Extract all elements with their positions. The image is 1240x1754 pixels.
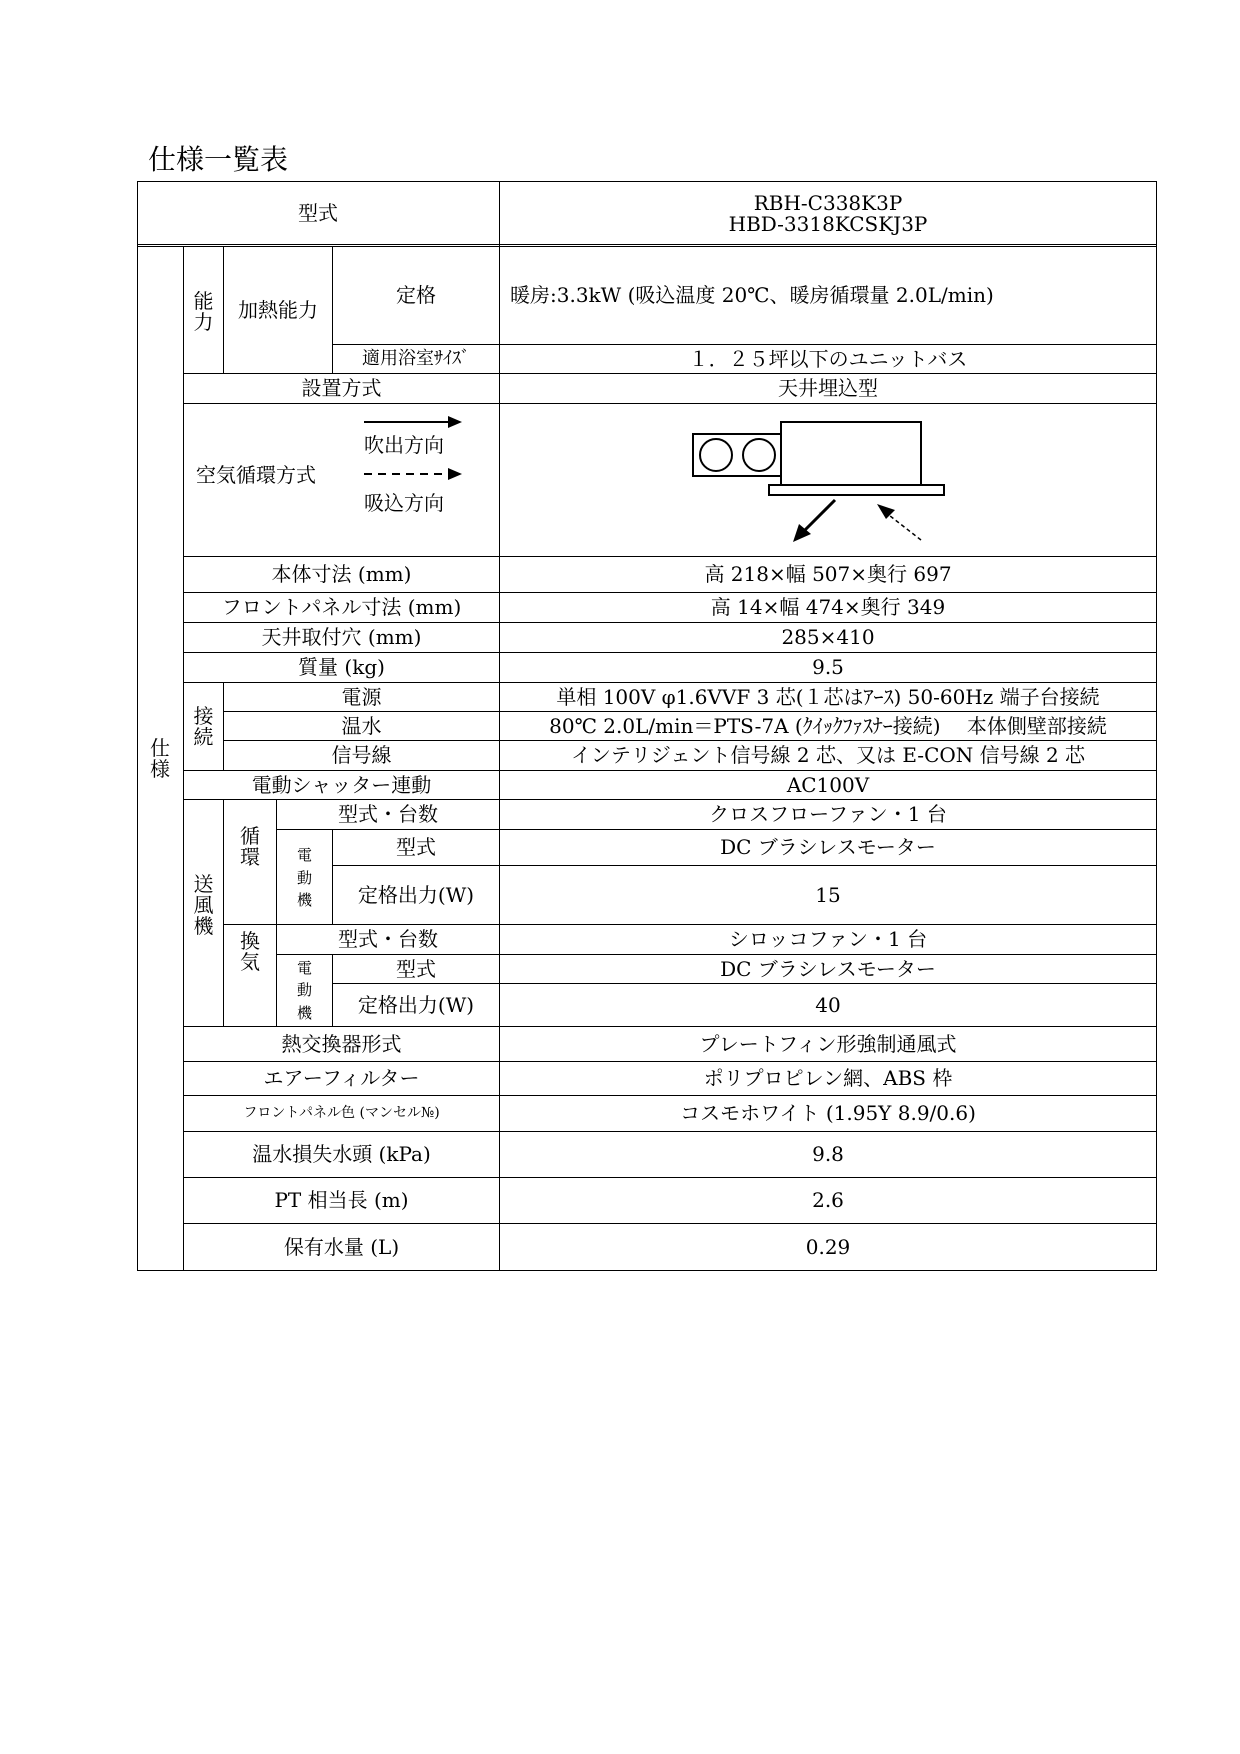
mass-label: 質量 (kg) [184,653,500,683]
body-size-value: 高 218×幅 507×奥行 697 [500,557,1157,593]
power-value: 単相 100V φ1.6VVF 3 芯(１芯はｱｰｽ) 50-60Hz 端子台接続 [500,683,1157,712]
airflow-cell [184,404,500,557]
model-label: 型式 [137,181,500,247]
mass-value: 9.5 [500,653,1157,683]
fan-label: 送 風 機 [184,800,224,1027]
connection-label: 接 続 [184,683,224,771]
rated-value: 暖房:3.3kW (吸込温度 20℃、暖房循環量 2.0L/min) [500,247,1157,345]
airflow-diagram-cell [500,404,1157,557]
head-loss-label: 温水損失水頭 (kPa) [184,1132,500,1178]
head-loss-value: 9.8 [500,1132,1157,1178]
outflow-label: 吹出方向 [364,433,444,457]
circ-model-label: 型式 [333,830,500,866]
vent-output-value: 40 [500,984,1157,1027]
vent-model-label: 型式 [333,955,500,984]
ceiling-hole-value: 285×410 [500,623,1157,653]
page-title: 仕様一覧表 [148,143,289,176]
unit-diagram [691,416,951,546]
panel-size-value: 高 14×幅 474×奥行 349 [500,593,1157,623]
circulation-label: 循 環 [224,800,277,925]
bath-size-value: １．２５坪以下のユニットバス [500,345,1157,374]
heat-exchanger-value: プレートフィン形強制通風式 [500,1027,1157,1062]
spec-label: 仕 様 [137,247,184,1271]
circ-model-value: DC ブラシレスモーター [500,830,1157,866]
panel-color-value: コスモホワイト (1.95Y 8.9/0.6) [500,1096,1157,1132]
circ-output-label: 定格出力(W) [333,866,500,925]
vent-output-label: 定格出力(W) [333,984,500,1027]
air-filter-label: エアーフィルター [184,1062,500,1096]
circ-output-value: 15 [500,866,1157,925]
vent-type-value: シロッコファン・1 台 [500,925,1157,955]
outflow-arrow-icon [448,416,462,428]
inflow-label: 吸込方向 [364,491,444,515]
signal-label: 信号線 [224,741,500,771]
body-size-label: 本体寸法 (mm) [184,557,500,593]
pt-length-label: PT 相当長 (m) [184,1178,500,1224]
water-volume-value: 0.29 [500,1224,1157,1271]
hotwater-label: 温水 [224,712,500,741]
signal-value: インテリジェント信号線 2 芯、又は E-CON 信号線 2 芯 [500,741,1157,771]
inflow-arrow-icon [448,468,462,480]
panel-color-label: フロントパネル色 (マンセル№) [184,1096,500,1132]
shutter-label: 電動シャッター連動 [184,771,500,800]
install-label: 設置方式 [184,374,500,404]
water-volume-label: 保有水量 (L) [184,1224,500,1271]
panel-size-label: フロントパネル寸法 (mm) [184,593,500,623]
air-filter-value: ポリプロピレン網、ABS 枠 [500,1062,1157,1096]
circ-type-value: クロスフローファン・1 台 [500,800,1157,830]
airflow-label: 空気循環方式 [196,463,316,487]
model-value-1: RBH-C338K3P [753,190,903,215]
circ-motor-label: 電 動 機 [277,830,333,925]
header-double-rule [137,244,1157,245]
vent-type-label: 型式・台数 [277,925,500,955]
power-label: 電源 [224,683,500,712]
model-value [500,181,1157,247]
model-value-2: HBD-3318KCSKJ3P [728,211,928,236]
install-value: 天井埋込型 [500,374,1157,404]
heating-capacity-label: 加熱能力 [224,247,333,374]
shutter-value: AC100V [500,771,1157,800]
heat-exchanger-label: 熱交換器形式 [184,1027,500,1062]
spec-table [137,181,1157,1271]
circ-type-label: 型式・台数 [277,800,500,830]
bath-size-label: 適用浴室ｻｲｽﾞ [333,345,500,374]
vent-motor-label: 電 動 機 [277,955,333,1027]
pt-length-value: 2.6 [500,1178,1157,1224]
ventilation-label: 換 気 [224,925,277,1027]
capacity-label: 能 力 [184,247,224,374]
ceiling-hole-label: 天井取付穴 (mm) [184,623,500,653]
vent-model-value: DC ブラシレスモーター [500,955,1157,984]
rated-label: 定格 [333,247,500,345]
hotwater-value: 80℃ 2.0L/min＝PTS-7A (ｸｲｯｸﾌｧｽﾅｰ接続) 本体側壁部接続 [500,712,1157,741]
